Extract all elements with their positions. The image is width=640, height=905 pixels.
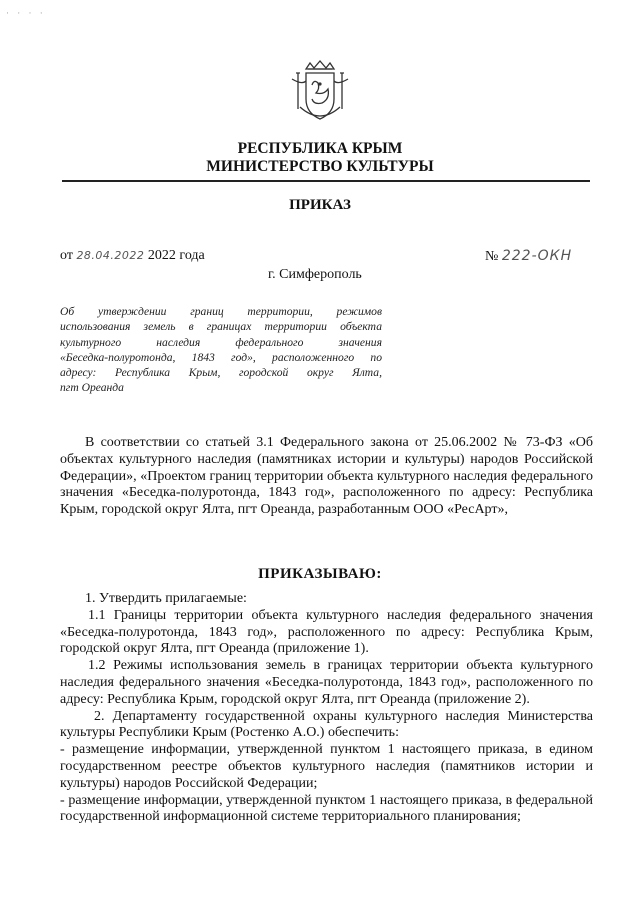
subject-line: «Беседка-полуротонда, 1843 год», расположенного по xyxy=(60,350,382,364)
order-item-1-1: 1.1 Границы территории объекта культурного наследия федерального значения «Беседка-полуротонда, 1843 год», расположенного по адресу: Республика Крым, городской округ Ялта, пгт Ореанда (приложение 1). xyxy=(60,607,593,657)
subject-line: использования земель в границах территории объекта xyxy=(60,320,382,334)
preamble xyxy=(60,435,593,519)
number-handwritten: 222-ОКН xyxy=(501,248,573,264)
number-prefix: № xyxy=(485,249,499,264)
date-line xyxy=(60,247,205,265)
subject-line: адресу: Республика Крым, городской округ Ялта, xyxy=(60,366,382,380)
subject-line: пгт Ореанда xyxy=(60,381,124,395)
order-subitem: - размещение информации, утвержденной пунктом 1 настоящего приказа, в федеральной государственной информационной системе территориального планирования; xyxy=(60,792,593,825)
republic-title: РЕСПУБЛИКА КРЫМ xyxy=(237,140,403,157)
subject-block xyxy=(60,304,382,396)
order-subitem: - размещение информации, утвержденной пунктом 1 настоящего приказа, в едином государственном реестре объектов культурного наследия (памятников истории и культуры) народов Российской Федерации; xyxy=(60,742,593,791)
ministry-title: МИНИСТЕРСТВО КУЛЬТУРЫ xyxy=(206,158,434,175)
order-item-2: 2. Департаменту государственной охраны культурного наследия Министерства культуры Республики Крым (Ростенко А.О.) обеспечить: xyxy=(60,708,593,741)
order-items xyxy=(60,591,593,826)
scan-mark: · · · · xyxy=(6,8,46,18)
date-year: 2022 года xyxy=(147,248,205,263)
subject-line: Об утверждении границ территории, режимов xyxy=(60,305,382,318)
date-prefix: от xyxy=(60,248,73,263)
date-handwritten: 28.04.2022 xyxy=(76,249,145,262)
order-word: ПРИКАЗЫВАЮ: xyxy=(258,566,382,582)
city: г. Симферополь xyxy=(268,267,362,282)
order-item-1-2: 1.2 Режимы использования земель в границах территории объекта культурного наследия федерального значения «Беседка-полуротонда, 1843 год», расположенного по адресу: Республика Крым, городской округ Ялта, пгт Ореанда (приложение 2). xyxy=(60,658,593,707)
doc-type-title: ПРИКАЗ xyxy=(289,197,351,213)
coat-of-arms-emblem xyxy=(284,55,356,127)
preamble-text: В соответствии со статьей 3.1 Федерального закона от 25.06.2002 № 73-ФЗ «Об объектах культурного наследия (памятниках истории и культуры) народов Российской Федерации», «Проектом границ территории объекта культурного наследия федерального значения «Беседка-полуротонда, 1843 год», расположенного по адресу: Республика Крым, городской округ Ялта, пгт Ореанда, разработанным ООО «РесАрт», xyxy=(60,435,593,518)
header-rule xyxy=(62,180,590,182)
order-item-1: 1. Утвердить прилагаемые: xyxy=(85,591,247,606)
number-line xyxy=(485,247,572,266)
subject-line: культурного наследия федерального значения xyxy=(60,335,382,349)
